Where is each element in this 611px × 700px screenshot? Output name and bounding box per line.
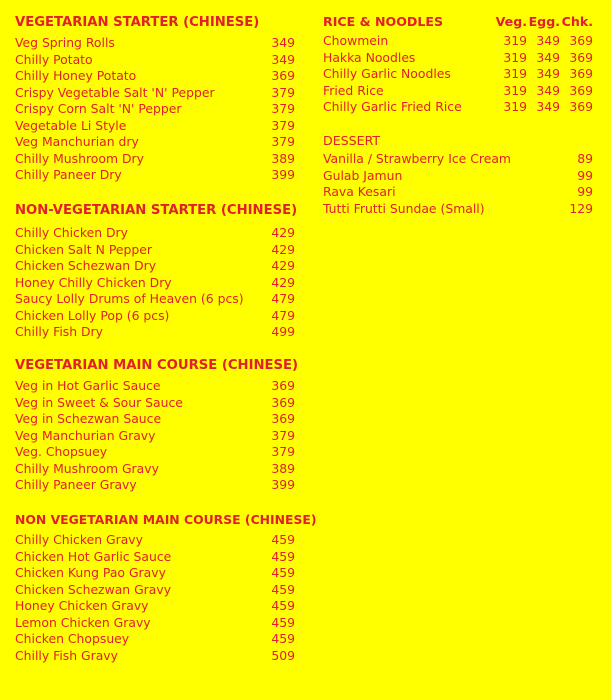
item-price-veg: 319	[503, 82, 527, 98]
item-price: 429	[271, 274, 295, 290]
item-price: 379	[271, 134, 295, 149]
item-name: Chicken Schezwan Gravy	[15, 581, 172, 597]
item-name: Chilly Mushroom Gravy	[15, 460, 159, 476]
menu-item	[15, 134, 295, 151]
menu-item	[15, 258, 295, 275]
menu-item	[15, 549, 295, 566]
menu-list	[323, 33, 593, 116]
item-price: 389	[271, 150, 295, 166]
item-price: 89	[577, 151, 593, 166]
item-price: 389	[271, 460, 295, 476]
menu-item	[15, 275, 295, 292]
menu-item	[15, 648, 295, 665]
menu-item	[15, 395, 295, 412]
menu-item	[323, 201, 593, 218]
menu-list	[15, 378, 295, 494]
menu-item	[15, 35, 295, 52]
item-price-egg: 349	[536, 49, 560, 65]
item-price: 99	[577, 184, 593, 199]
item-name: Chicken Lolly Pop (6 pcs)	[15, 307, 170, 323]
item-price-egg: 349	[536, 33, 560, 48]
item-price-chk: 369	[569, 49, 593, 65]
item-price: 429	[271, 241, 295, 257]
item-name: Chilly Garlic Noodles	[323, 66, 451, 81]
item-price: 379	[271, 101, 295, 116]
item-price: 129	[569, 200, 593, 216]
menu-list	[15, 532, 295, 664]
item-name: Vanilla / Strawberry Ice Cream	[323, 151, 511, 166]
item-price: 459	[271, 581, 295, 597]
item-name: Tutti Frutti Sundae (Small)	[323, 200, 485, 216]
menu-item	[15, 631, 295, 648]
col-chk-label: Chk.	[561, 14, 593, 29]
section-veg-main-course	[15, 356, 299, 494]
item-price: 369	[271, 68, 295, 83]
item-price-chk: 369	[569, 82, 593, 98]
item-name: Veg Manchurian Gravy	[15, 427, 156, 443]
item-name: Veg. Chopsuey	[15, 444, 108, 459]
item-name: Hakka Noodles	[323, 49, 416, 65]
item-price-veg: 319	[503, 66, 527, 81]
item-name: Gulab Jamun	[323, 167, 403, 183]
section-title: DESSERT	[323, 133, 381, 148]
item-price-egg: 349	[536, 66, 560, 81]
section-title: RICE & NOODLES	[323, 14, 444, 29]
item-name: Crispy Vegetable Salt 'N' Pepper	[15, 84, 215, 100]
section-nonveg-starter	[15, 201, 298, 341]
section-title: VEGETARIAN MAIN COURSE (CHINESE)	[15, 358, 299, 373]
section-title: NON VEGETARIAN MAIN COURSE (CHINESE)	[15, 512, 317, 527]
item-price: 459	[271, 614, 295, 630]
col-veg-label: Veg.	[495, 14, 527, 29]
item-name: Fried Rice	[323, 82, 384, 98]
item-name: Veg Manchurian dry	[15, 134, 139, 149]
item-price: 509	[271, 647, 295, 663]
menu-item	[323, 151, 593, 168]
menu-item	[15, 242, 295, 259]
menu-item	[15, 461, 295, 478]
menu-item	[323, 33, 593, 50]
item-name: Chilly Fish Gravy	[15, 647, 118, 663]
menu-item	[15, 52, 295, 69]
menu-item	[15, 225, 295, 242]
item-price-chk: 369	[569, 66, 593, 81]
menu-item	[15, 428, 295, 445]
menu-item	[15, 324, 295, 341]
item-name: Lemon Chicken Gravy	[15, 614, 151, 630]
menu-item	[323, 99, 593, 116]
menu-item	[15, 308, 295, 325]
item-name: Chicken Schezwan Dry	[15, 258, 157, 273]
item-name: Chilly Paneer Dry	[15, 167, 122, 182]
menu-item	[15, 598, 295, 615]
item-name: Chilly Mushroom Dry	[15, 150, 144, 166]
menu-item	[15, 532, 295, 549]
item-price: 379	[271, 117, 295, 133]
item-name: Veg in Sweet & Sour Sauce	[15, 394, 183, 410]
item-name: Rava Kesari	[323, 184, 396, 199]
item-name: Veg in Schezwan Sauce	[15, 411, 162, 426]
item-price: 479	[271, 291, 295, 306]
item-price: 369	[271, 411, 295, 426]
item-price-veg: 319	[503, 99, 527, 114]
menu-item	[15, 167, 295, 184]
item-name: Crispy Corn Salt 'N' Pepper	[15, 101, 182, 116]
item-price: 399	[271, 477, 295, 492]
item-price: 459	[271, 532, 295, 547]
item-price-egg: 349	[536, 82, 560, 98]
item-price: 479	[271, 307, 295, 323]
item-name: Chilly Paneer Gravy	[15, 477, 137, 492]
item-price: 369	[271, 378, 295, 393]
menu-item	[15, 85, 295, 102]
menu-item	[323, 50, 593, 67]
item-name: Chilly Fish Dry	[15, 324, 103, 339]
item-name: Chilly Potato	[15, 51, 93, 67]
menu-item	[15, 615, 295, 632]
item-name: Chicken Hot Garlic Sauce	[15, 548, 172, 564]
menu-item	[15, 565, 295, 582]
item-name: Honey Chilly Chicken Dry	[15, 274, 172, 290]
rice-noodles-header	[323, 12, 593, 32]
item-name: Veg in Hot Garlic Sauce	[15, 378, 161, 393]
item-price: 429	[271, 258, 295, 273]
menu-item	[323, 83, 593, 100]
item-name: Vegetable Li Style	[15, 117, 127, 133]
item-price: 99	[577, 167, 593, 183]
item-price: 379	[271, 427, 295, 443]
col-egg-label: Egg.	[528, 14, 560, 29]
item-price: 379	[271, 444, 295, 459]
menu-item	[15, 444, 295, 461]
section-nonveg-main-course	[15, 510, 317, 664]
section-title: NON-VEGETARIAN STARTER (CHINESE)	[15, 203, 298, 218]
menu-item	[323, 168, 593, 185]
item-price: 429	[271, 225, 295, 240]
menu-item	[15, 68, 295, 85]
menu-item	[15, 101, 295, 118]
item-name: Chilly Garlic Fried Rice	[323, 99, 462, 114]
item-name: Chicken Chopsuey	[15, 631, 130, 646]
menu-list	[15, 35, 295, 184]
item-price-chk: 369	[569, 99, 593, 114]
item-name: Veg Spring Rolls	[15, 35, 115, 50]
item-price: 459	[271, 565, 295, 580]
menu-item	[15, 291, 295, 308]
menu-item	[323, 66, 593, 83]
item-price: 379	[271, 84, 295, 100]
item-name: Chicken Kung Pao Gravy	[15, 565, 166, 580]
section-title: VEGETARIAN STARTER (CHINESE)	[15, 15, 260, 30]
item-name: Chicken Salt N Pepper	[15, 241, 152, 257]
item-name: Chowmein	[323, 33, 389, 48]
item-price: 459	[271, 598, 295, 613]
section-veg-starter	[15, 13, 295, 184]
menu-item	[15, 151, 295, 168]
item-price: 459	[271, 548, 295, 564]
menu-list	[15, 225, 295, 341]
menu-item	[15, 118, 295, 135]
item-name: Chilly Honey Potato	[15, 68, 137, 83]
item-price-veg: 319	[503, 49, 527, 65]
section-rice-noodles	[323, 12, 593, 116]
menu-item	[323, 184, 593, 201]
item-price: 349	[271, 51, 295, 67]
item-price: 499	[271, 324, 295, 339]
menu-item	[15, 582, 295, 599]
item-price-chk: 369	[569, 33, 593, 48]
item-name: Honey Chicken Gravy	[15, 598, 149, 613]
item-price-egg: 349	[536, 99, 560, 114]
item-price: 459	[271, 631, 295, 646]
section-dessert	[323, 131, 593, 217]
item-price: 369	[271, 394, 295, 410]
menu-item	[15, 411, 295, 428]
item-price: 399	[271, 167, 295, 182]
item-name: Chilly Chicken Gravy	[15, 532, 143, 547]
item-price-veg: 319	[503, 33, 527, 48]
menu-item	[15, 477, 295, 494]
item-name: Saucy Lolly Drums of Heaven (6 pcs)	[15, 291, 244, 306]
item-price: 349	[271, 35, 295, 50]
item-name: Chilly Chicken Dry	[15, 225, 128, 240]
menu-list	[323, 151, 593, 217]
menu-item	[15, 378, 295, 395]
